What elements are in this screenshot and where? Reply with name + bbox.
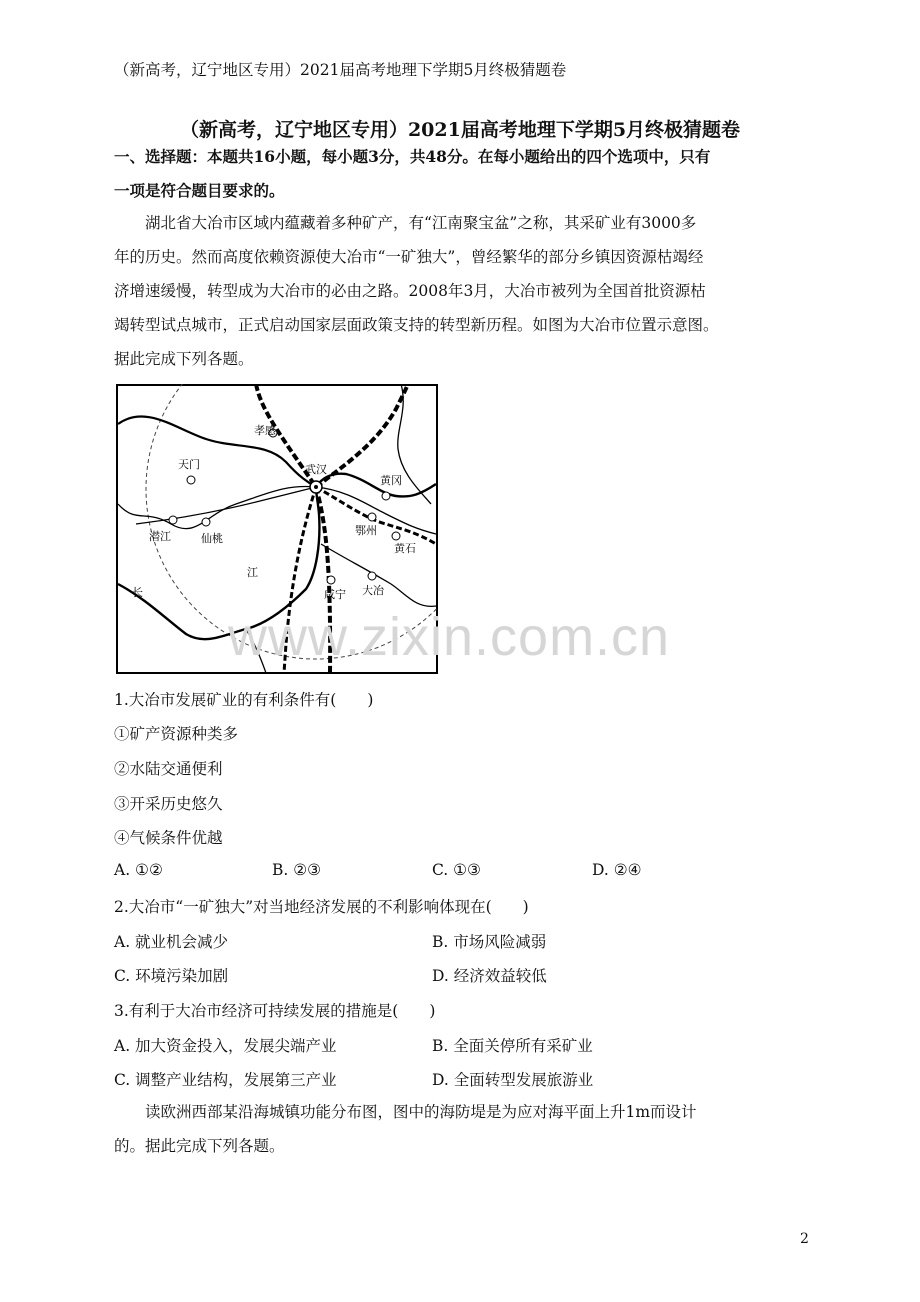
label-daye: 大冶 xyxy=(362,584,384,597)
tianmen-marker xyxy=(187,476,195,484)
section-line-2: 一项是符合题目要求的。 xyxy=(114,181,285,200)
label-wuhan: 武汉 xyxy=(305,463,327,476)
section-line-1: 一、选择题：本题共16小题，每小题3分，共48分。在每小题给出的四个选项中，只有 xyxy=(114,147,711,166)
q2-stem: 2.大冶市“一矿独大”对当地经济发展的不利影响体现在( ) xyxy=(114,898,529,916)
label-ezhou: 鄂州 xyxy=(355,524,377,537)
q3-option-b[interactable]: B. 全面关停所有采矿业 xyxy=(432,1037,593,1055)
label-xiaogan: 孝感 xyxy=(254,424,276,437)
label-huanggang: 黄冈 xyxy=(380,474,402,487)
q3-stem: 3.有利于大冶市经济可持续发展的措施是( ) xyxy=(114,1002,436,1020)
q1-stem: 1.大冶市发展矿业的有利条件有( ) xyxy=(114,691,374,709)
page-number: 2 xyxy=(800,1231,809,1247)
label-huangshi: 黄石 xyxy=(394,542,416,555)
intro2-line: 的。据此完成下列各题。 xyxy=(114,1137,285,1155)
intro2-line: 读欧洲西部某沿海城镇功能分布图，图中的海防堤是为应对海平面上升1m而设计 xyxy=(114,1103,697,1121)
intro1-line: 年的历史。然而高度依赖资源使大冶市“一矿独大”，曾经繁华的部分乡镇因资源枯竭经 xyxy=(114,248,704,266)
intro-paragraph-1 xyxy=(114,206,814,376)
intro-paragraph-2 xyxy=(114,1095,814,1163)
intro1-line: 湖北省大冶市区域内蕴藏着多种矿产，有“江南聚宝盆”之称，其采矿业有3000多 xyxy=(114,214,697,232)
label-jiang: 江 xyxy=(247,566,258,579)
xianning-marker xyxy=(327,576,335,584)
q1-item: ①矿产资源种类多 xyxy=(114,725,239,743)
label-xiantao: 仙桃 xyxy=(201,532,223,545)
q2-option-c[interactable]: C. 环境污染加剧 xyxy=(114,967,229,985)
q1-option-a[interactable]: A. ①② xyxy=(114,861,163,879)
q2-option-a[interactable]: A. 就业机会减少 xyxy=(114,933,229,951)
section-instructions xyxy=(114,140,814,208)
q1-option-b[interactable]: B. ②③ xyxy=(272,861,322,879)
q1-item: ③开采历史悠久 xyxy=(114,795,223,813)
q1-option-d[interactable]: D. ②④ xyxy=(592,861,642,879)
huangshi-marker xyxy=(392,532,400,540)
intro1-line: 据此完成下列各题。 xyxy=(114,350,254,368)
q1-option-c[interactable]: C. ①③ xyxy=(432,861,481,879)
q2-option-d[interactable]: D. 经济效益较低 xyxy=(432,967,547,985)
running-header: （新高考，辽宁地区专用）2021届高考地理下学期5月终极猜题卷 xyxy=(114,61,567,79)
q1-item: ④气候条件优越 xyxy=(114,829,223,847)
intro1-line: 竭转型试点城市，正式启动国家层面政策支持的转型新历程。如图为大冶市位置示意图。 xyxy=(114,316,719,334)
qianjiang-marker xyxy=(169,516,177,524)
daye-marker xyxy=(368,572,376,580)
watermark-text: www.zixin.com.cn xyxy=(228,607,671,667)
wuhan-marker-center xyxy=(314,485,318,489)
ezhou-marker xyxy=(368,513,376,521)
q3-option-a[interactable]: A. 加大资金投入，发展尖端产业 xyxy=(114,1037,337,1055)
huanggang-marker xyxy=(382,492,390,500)
label-tianmen: 天门 xyxy=(178,458,200,471)
label-xianning: 咸宁 xyxy=(324,588,346,601)
label-chang: 长 xyxy=(132,586,143,599)
q3-option-d[interactable]: D. 全面转型发展旅游业 xyxy=(432,1071,594,1089)
q1-item: ②水陆交通便利 xyxy=(114,760,223,778)
q3-option-c[interactable]: C. 调整产业结构，发展第三产业 xyxy=(114,1071,337,1089)
label-qianjiang: 潜江 xyxy=(149,530,171,543)
xiantao-marker xyxy=(202,518,210,526)
q2-option-b[interactable]: B. 市场风险减弱 xyxy=(432,933,547,951)
page-title: （新高考，辽宁地区专用）2021届高考地理下学期5月终极猜题卷 xyxy=(179,119,741,141)
intro1-line: 济增速缓慢，转型成为大冶市的必由之路。2008年3月，大冶市被列为全国首批资源枯 xyxy=(114,282,706,300)
